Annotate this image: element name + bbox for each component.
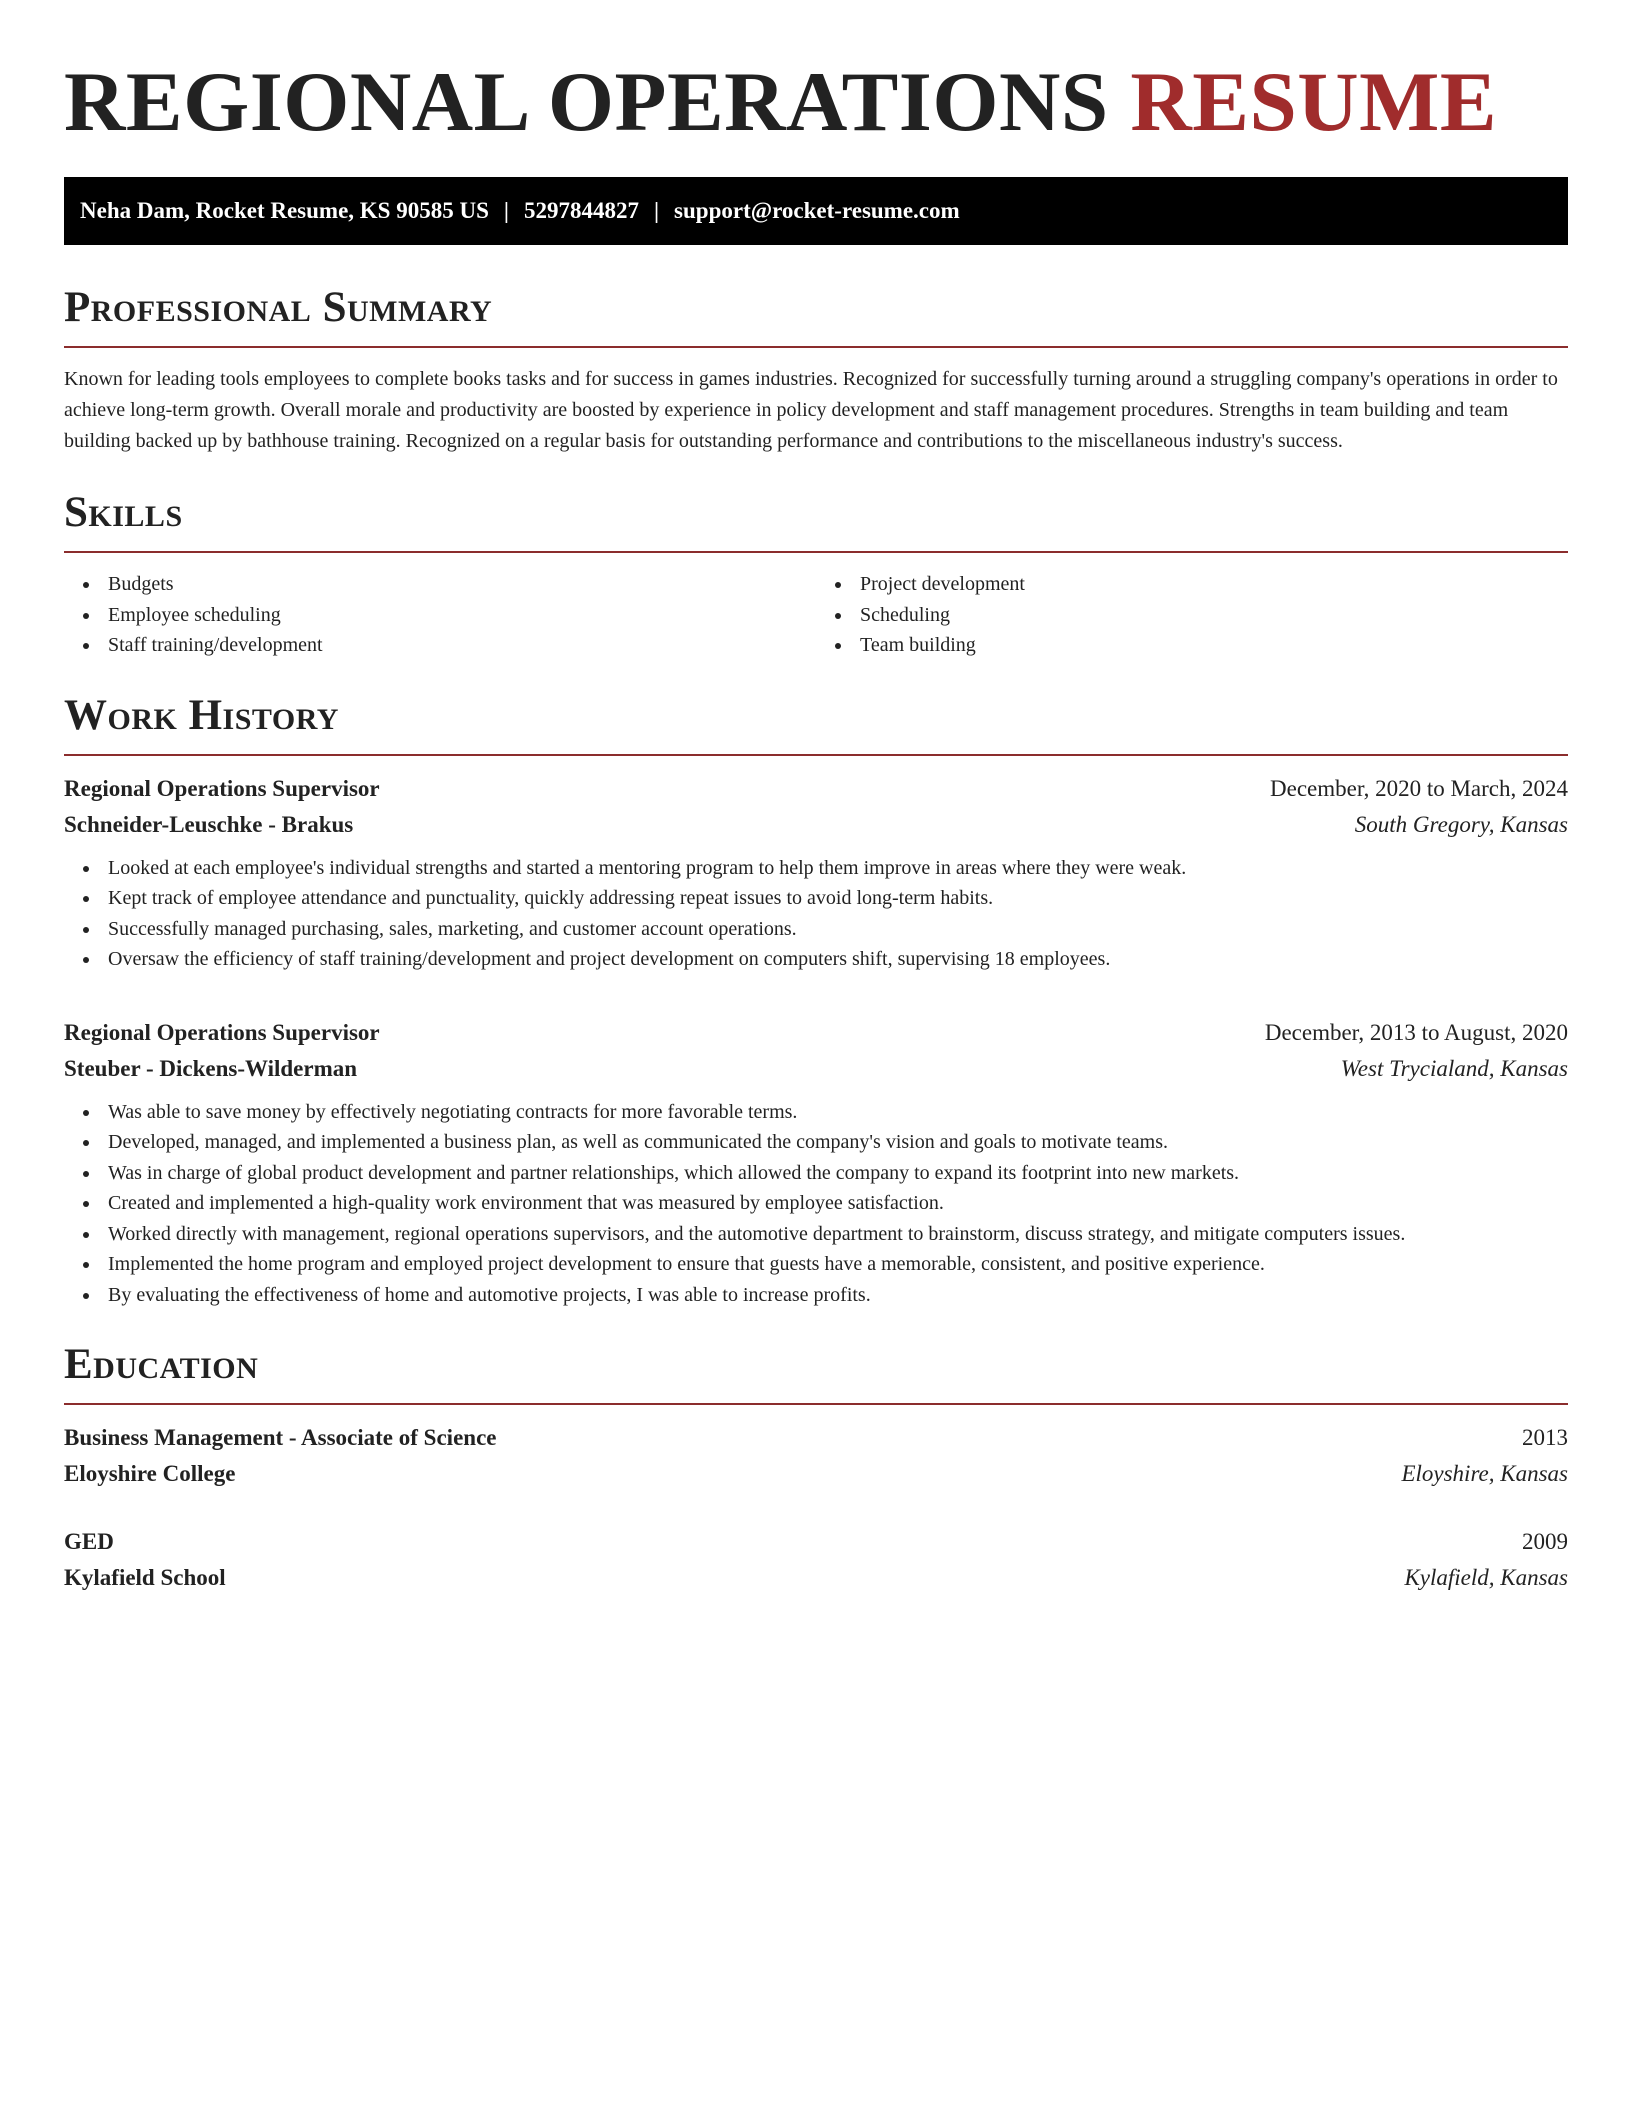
skill-item: Budgets	[108, 569, 816, 600]
job-duty: Worked directly with management, regional operations supervisors, and the automotive department to brainstorm, discuss strategy, and mitigate computers issues.	[108, 1219, 1568, 1250]
skills-section	[64, 487, 1568, 661]
job-dates: December, 2013 to August, 2020	[1264, 1019, 1568, 1045]
skill-item: Staff training/development	[108, 630, 816, 661]
title-main: REGIONAL OPERATIONS	[64, 55, 1109, 149]
education-entry	[64, 1420, 1568, 1492]
contact-address: Neha Dam, Rocket Resume, KS 90585 US	[80, 198, 489, 223]
job-duties-list	[64, 853, 1568, 975]
education-section	[64, 1339, 1568, 1596]
job-duties-list	[64, 1097, 1568, 1311]
job-title: Regional Operations Supervisor	[64, 775, 380, 801]
job-company: Steuber - Dickens-Wilderman	[64, 1055, 358, 1081]
section-title-summary: Professional Summary	[64, 284, 493, 331]
job-duty: Created and implemented a high-quality work environment that was measured by employee satisfaction.	[108, 1188, 1568, 1219]
job-duty: Looked at each employee's individual strengths and started a mentoring program to help them improve in areas where they were weak.	[108, 853, 1568, 884]
education-location: Kylafield, Kansas	[1404, 1565, 1568, 1590]
education-school: Kylafield School	[64, 1565, 226, 1590]
education-school: Eloyshire College	[64, 1461, 236, 1486]
job-duty: Was in charge of global product development and partner relationships, which allowed the company to expand its footprint into new markets.	[108, 1158, 1568, 1189]
job-location: South Gregory, Kansas	[1354, 811, 1568, 837]
education-year: 2013	[1522, 1425, 1568, 1450]
job-entry	[64, 771, 1568, 975]
work-history-section	[64, 690, 1568, 1311]
skill-item: Employee scheduling	[108, 600, 816, 631]
skills-column-left	[64, 569, 816, 661]
education-entry	[64, 1524, 1568, 1596]
job-duty: Oversaw the efficiency of staff training/development and project development on computers shift, supervising 18 employees.	[108, 944, 1568, 975]
education-school-row	[64, 1456, 1568, 1492]
contact-separator: |	[653, 198, 660, 223]
job-company-row	[64, 1051, 1568, 1087]
section-title-skills: Skills	[64, 489, 183, 536]
section-divider	[64, 1403, 1568, 1405]
skills-column-right	[816, 569, 1568, 661]
job-location: West Trycialand, Kansas	[1340, 1055, 1568, 1081]
section-divider	[64, 346, 1568, 348]
job-title: Regional Operations Supervisor	[64, 1019, 380, 1045]
contact-bar	[64, 177, 1568, 245]
skill-item: Scheduling	[860, 600, 1568, 631]
job-duty: Kept track of employee attendance and punctuality, quickly addressing repeat issues to avoid long-term habits.	[108, 883, 1568, 914]
job-duty: Successfully managed purchasing, sales, marketing, and customer account operations.	[108, 914, 1568, 945]
education-location: Eloyshire, Kansas	[1401, 1461, 1568, 1486]
section-title-education: Education	[64, 1341, 259, 1388]
skills-grid	[64, 569, 1568, 661]
education-year: 2009	[1522, 1529, 1568, 1554]
education-degree: GED	[64, 1529, 114, 1554]
section-divider	[64, 551, 1568, 553]
job-dates: December, 2020 to March, 2024	[1270, 775, 1568, 801]
job-duty: Developed, managed, and implemented a business plan, as well as communicated the company's vision and goals to motivate teams.	[108, 1127, 1568, 1158]
contact-email: support@rocket-resume.com	[674, 198, 960, 223]
skill-item: Project development	[860, 569, 1568, 600]
education-degree: Business Management - Associate of Science	[64, 1425, 497, 1450]
contact-phone: 5297844827	[523, 198, 639, 223]
education-header-row	[64, 1524, 1568, 1560]
resume-title	[64, 0, 1568, 150]
education-school-row	[64, 1560, 1568, 1596]
job-entry	[64, 1015, 1568, 1311]
contact-separator: |	[503, 198, 509, 223]
education-header-row	[64, 1420, 1568, 1456]
section-title-work-history: Work History	[64, 691, 339, 739]
job-header-row	[64, 1015, 1568, 1051]
job-duty: By evaluating the effectiveness of home and automotive projects, I was able to increase profits.	[108, 1280, 1568, 1311]
job-duty: Was able to save money by effectively negotiating contracts for more favorable terms.	[108, 1097, 1568, 1128]
job-header-row	[64, 771, 1568, 807]
job-duty: Implemented the home program and employed project development to ensure that guests have a memorable, consistent, and positive experience.	[108, 1249, 1568, 1280]
summary-section	[64, 282, 1568, 457]
summary-text: Known for leading tools employees to complete books tasks and for success in games industries. Recognized for successfully turning around a struggling company's operations in order to achieve long-term growth. Overall morale and productivity are boosted by experience in policy development and staff management procedures. Strengths in team building and team building backed up by bathhouse training. Recognized on a regular basis for outstanding performance and contributions to the miscellaneous industry's success.	[64, 368, 1558, 452]
job-company-row	[64, 807, 1568, 843]
skill-item: Team building	[860, 630, 1568, 661]
title-accent: RESUME	[1130, 55, 1498, 149]
section-divider	[64, 754, 1568, 756]
job-company: Schneider-Leuschke - Brakus	[64, 811, 354, 837]
